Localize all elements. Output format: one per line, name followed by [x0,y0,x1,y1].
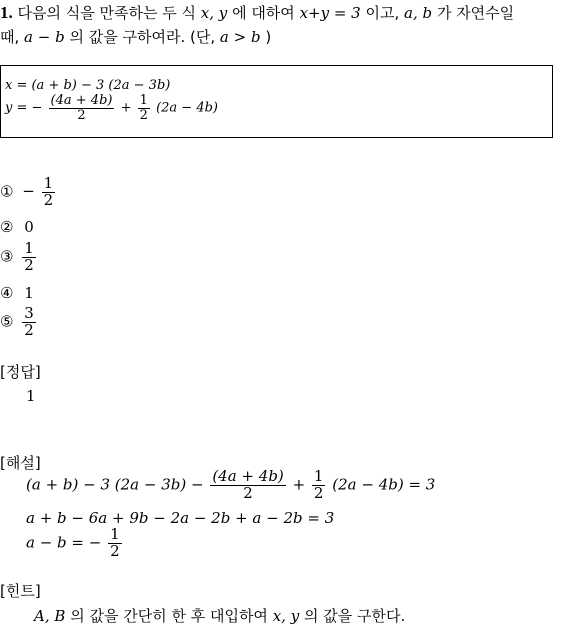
hint-sentence: 의 값을 구한다. [304,607,406,625]
question-text: 다음의 식을 만족하는 두 식 [17,4,196,22]
solution-expr: (a + b) − 3 (2a − 3b) − [26,475,204,494]
equation-x: x = (a + b) − 3 (2a − 3b) [5,78,171,93]
answer-value: 1 [26,387,36,405]
fraction [22,241,36,274]
question-text: 에 대하여 [232,4,295,22]
answer-label: [정답] [0,363,41,381]
fraction-numerator: 1 [313,467,324,485]
fraction-denominator: 2 [243,483,253,502]
fraction [210,469,285,502]
fraction-numerator: 3 [24,304,34,322]
condition-equation: x+y = 3 [299,4,361,22]
question-text: 가 자연수일 [436,4,515,22]
option-value: 1 [24,284,34,302]
fraction [312,469,326,502]
var-x: x, [272,607,286,625]
fraction-denominator: 2 [24,255,34,274]
question-text: 이고, [365,4,400,22]
fraction-numerator: 1 [24,239,34,257]
option-3[interactable] [0,241,38,274]
hint-sentence: 의 값을 간단히 한 후 대입하여 [70,607,268,625]
var-y: y [218,4,228,22]
fraction [108,527,122,560]
question-number: 1. [0,3,13,22]
var-A: A, [34,607,50,625]
hint-label: [힌트] [0,582,41,600]
option-marker: ④ [0,284,14,302]
target-expression: a − b [24,28,65,46]
solution-line-3 [26,527,124,560]
var-a: a, [404,4,418,22]
equation-y [5,94,218,122]
solution-line-2: a + b − 6a + 9b − 2a − 2b + a − 2b = 3 [26,509,335,527]
solution-expr: a − b = − [26,533,102,552]
fraction-denominator: 2 [24,320,34,339]
option-2[interactable] [0,218,34,236]
minus-sign: − [22,182,35,201]
solution-expr: (2a − 4b) = 3 [332,475,436,494]
equation-box [0,65,553,138]
equation-y-prefix: y = − [5,100,43,116]
var-b: b [422,4,433,22]
fraction-numerator: 1 [110,525,120,543]
solution-label: [해설] [0,454,41,472]
option-marker: ③ [0,247,14,266]
question-line-2 [0,26,271,47]
question-line-1 [0,2,514,23]
fraction-numerator: 1 [139,93,148,108]
fraction-numerator: (4a + 4b) [50,93,113,108]
option-value: 0 [24,218,34,236]
solution-line-1 [26,469,435,502]
var-x: x, [200,4,215,22]
fraction-denominator: 2 [139,107,148,123]
question-text: 때, [0,28,20,46]
plus-sign: + [120,100,132,116]
fraction-numerator: (4a + 4b) [212,467,284,485]
question-text: 의 값을 구하여라. (단, [69,28,216,46]
fraction-numerator: 1 [43,174,54,192]
option-4[interactable] [0,284,34,302]
fraction-denominator: 2 [313,483,324,502]
fraction-denominator: 2 [77,107,86,123]
option-marker: ② [0,218,14,236]
option-5[interactable] [0,306,38,339]
plus-sign: + [292,475,306,494]
var-B: B [54,607,66,625]
equation-y-suffix: (2a − 4b) [156,100,218,116]
fraction [22,306,36,339]
option-marker: ① [0,182,14,201]
hint-text [34,605,405,626]
option-marker: ⑤ [0,312,14,331]
question-text: ) [265,28,272,46]
fraction [138,94,150,122]
fraction-denominator: 2 [110,541,120,560]
condition: a > b [219,28,261,46]
fraction [49,94,115,122]
var-y: y [290,607,300,625]
fraction-denominator: 2 [43,190,54,209]
fraction [42,176,56,209]
option-1[interactable] [0,176,57,209]
